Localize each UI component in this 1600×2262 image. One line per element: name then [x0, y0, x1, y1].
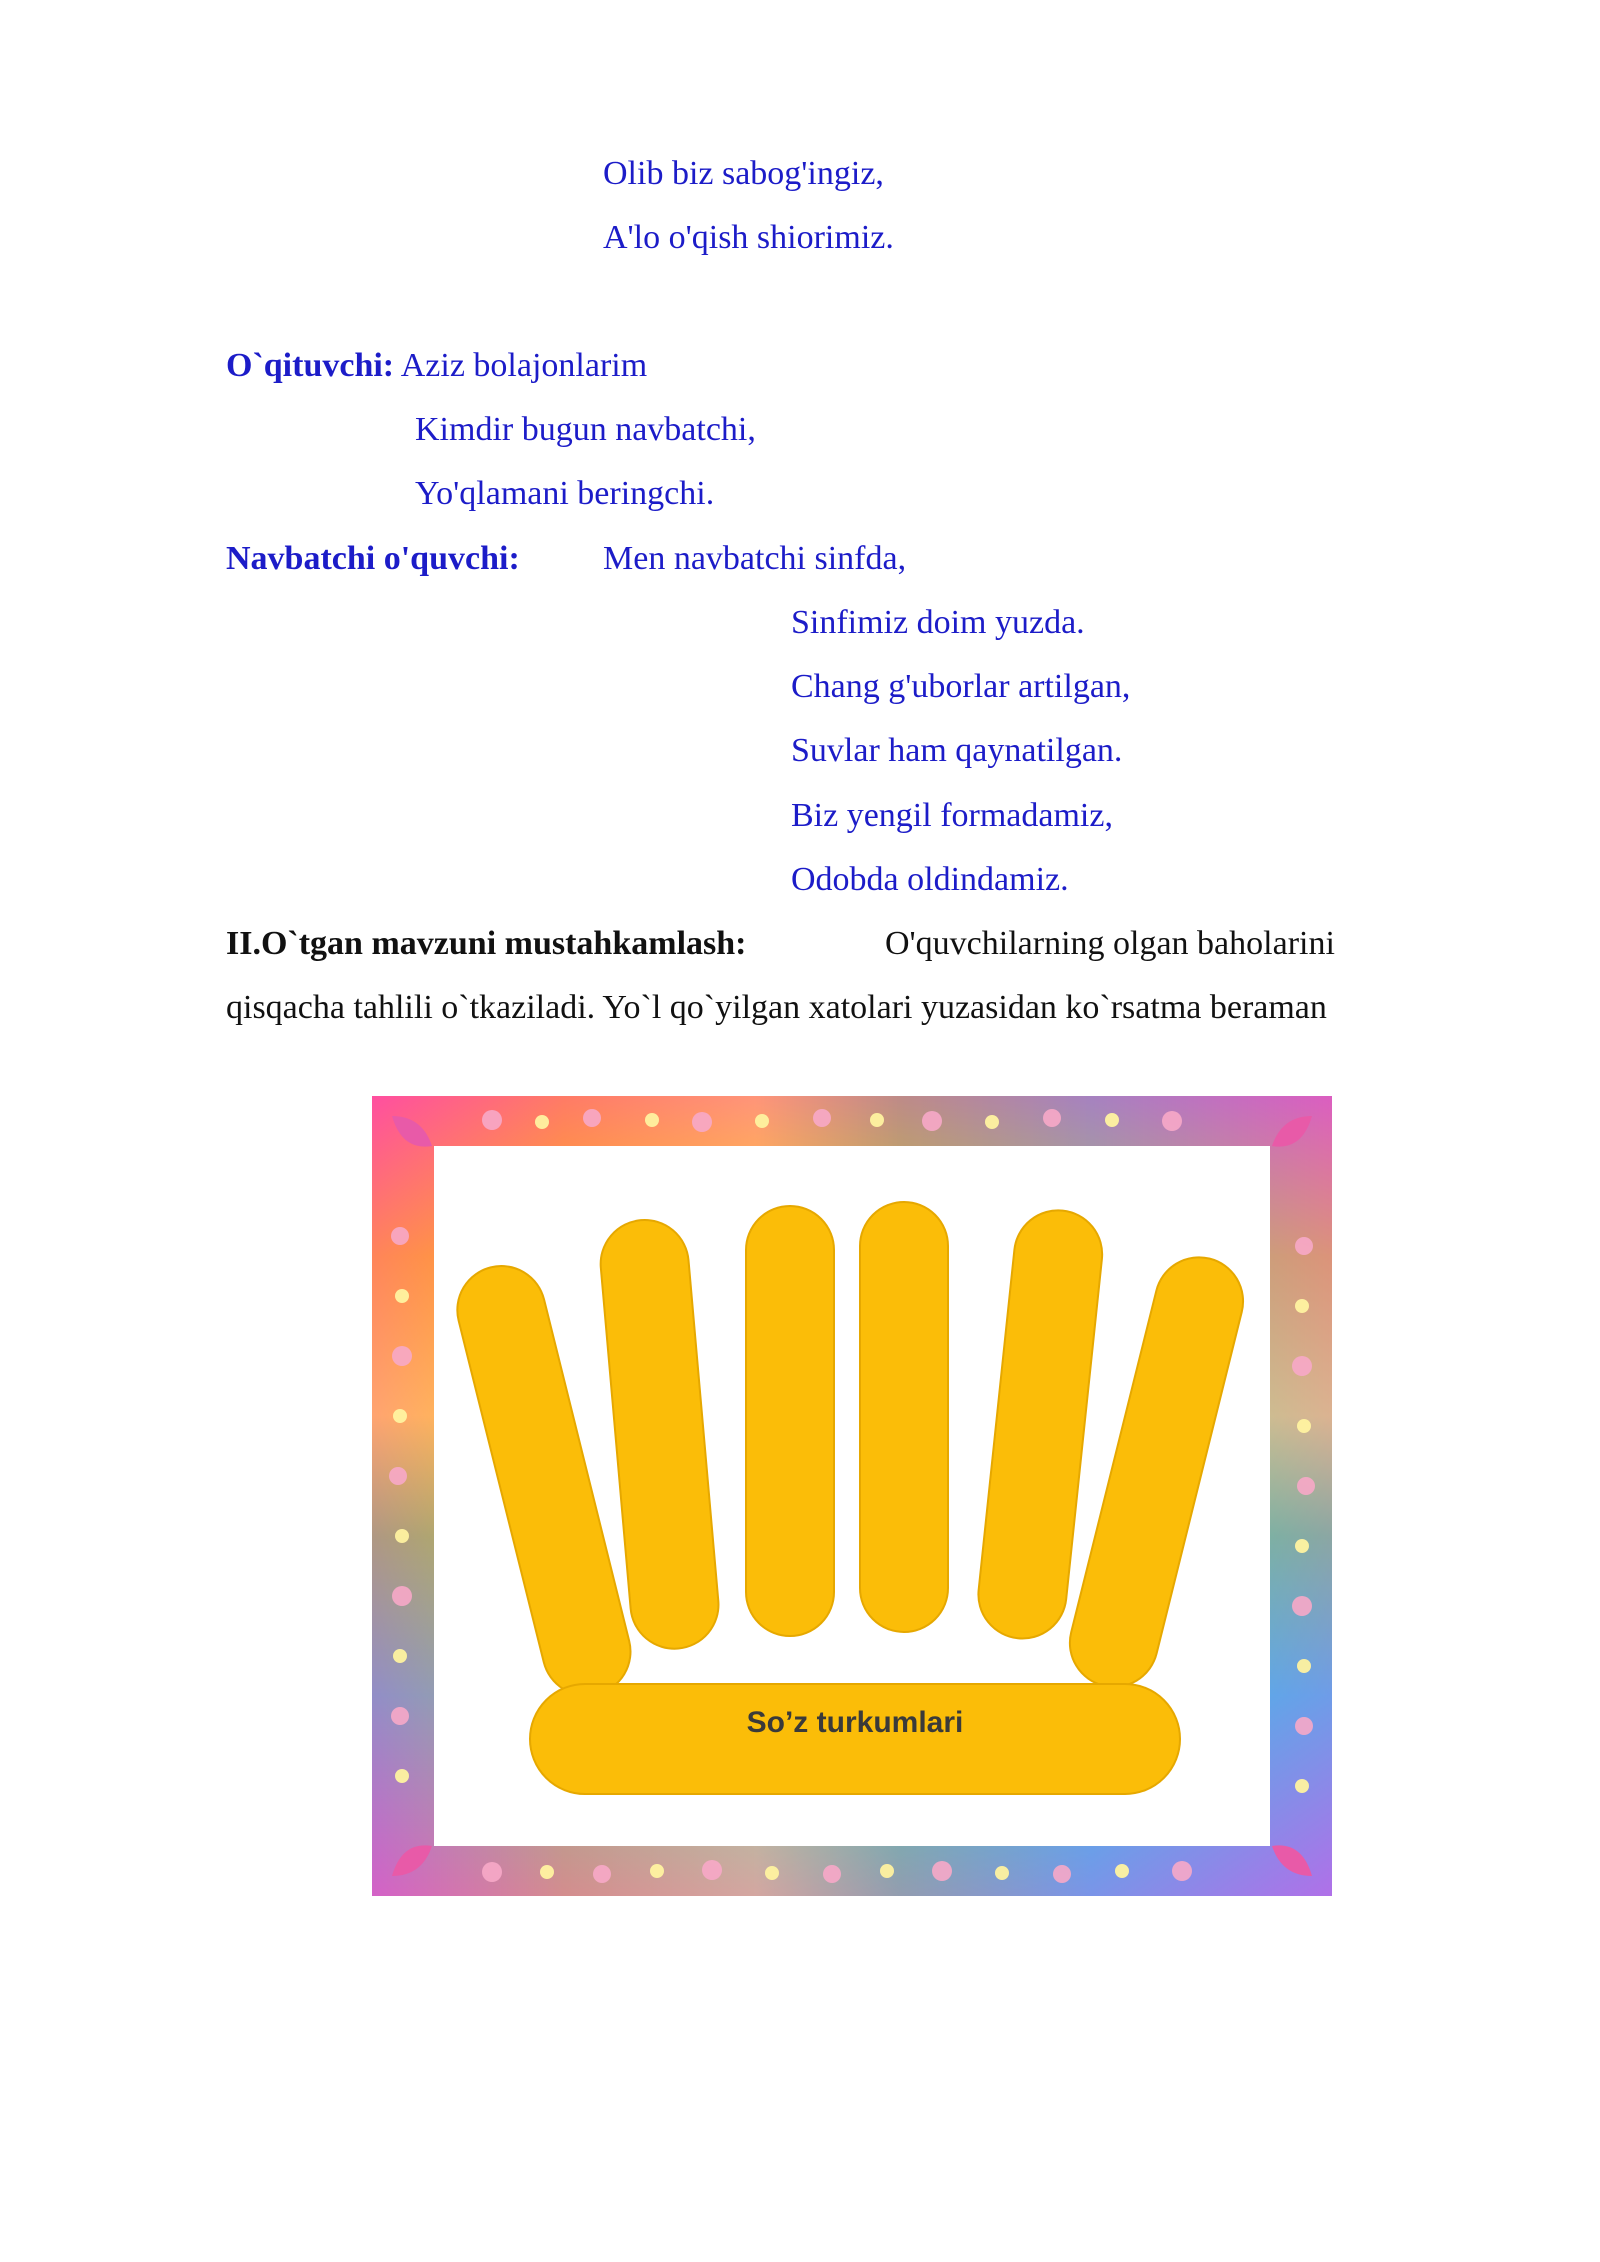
- illustration-svg: [372, 1096, 1332, 1896]
- section-2-heading: II.O`tgan mavzuni mustahkamlash:: [226, 925, 747, 962]
- illustration-label: So’z turkumlari: [746, 1706, 964, 1739]
- duty-line-5: Biz yengil formadamiz,: [791, 797, 1113, 834]
- section-2-text-cont: qisqacha tahlili o`tkaziladi. Yo`l qo`yilgan xatolari yuzasidan ko`rsatma beraman: [226, 989, 1327, 1026]
- teacher-line-2: Kimdir bugun navbatchi,: [415, 411, 756, 448]
- duty-line-2: Sinfimiz doim yuzda.: [791, 604, 1085, 641]
- word-classes-illustration: [372, 1096, 1332, 1896]
- teacher-line-3: Yo'qlamani beringchi.: [415, 475, 715, 512]
- teacher-text-1: Aziz bolajonlarim: [400, 347, 648, 384]
- teacher-line-1: [226, 346, 647, 386]
- duty-line-3: Chang g'uborlar artilgan,: [791, 668, 1131, 705]
- duty-student-speaker-label: Navbatchi o'quvchi:: [226, 540, 520, 577]
- section-2-text-start: O'quvchilarning olgan baholarini: [885, 925, 1335, 962]
- hand-palm: [530, 1684, 1180, 1794]
- poem-line-1: Olib biz sabog'ingiz,: [603, 155, 884, 192]
- duty-line-1: Men navbatchi sinfda,: [603, 540, 907, 577]
- duty-line-4: Suvlar ham qaynatilgan.: [791, 732, 1123, 769]
- teacher-speaker-label: O`qituvchi:: [226, 347, 395, 384]
- duty-line-6: Odobda oldindamiz.: [791, 861, 1069, 898]
- hand-finger-3: [746, 1206, 834, 1636]
- poem-line-2: A'lo o'qish shiorimiz.: [603, 219, 894, 256]
- hand-finger-4: [860, 1202, 948, 1632]
